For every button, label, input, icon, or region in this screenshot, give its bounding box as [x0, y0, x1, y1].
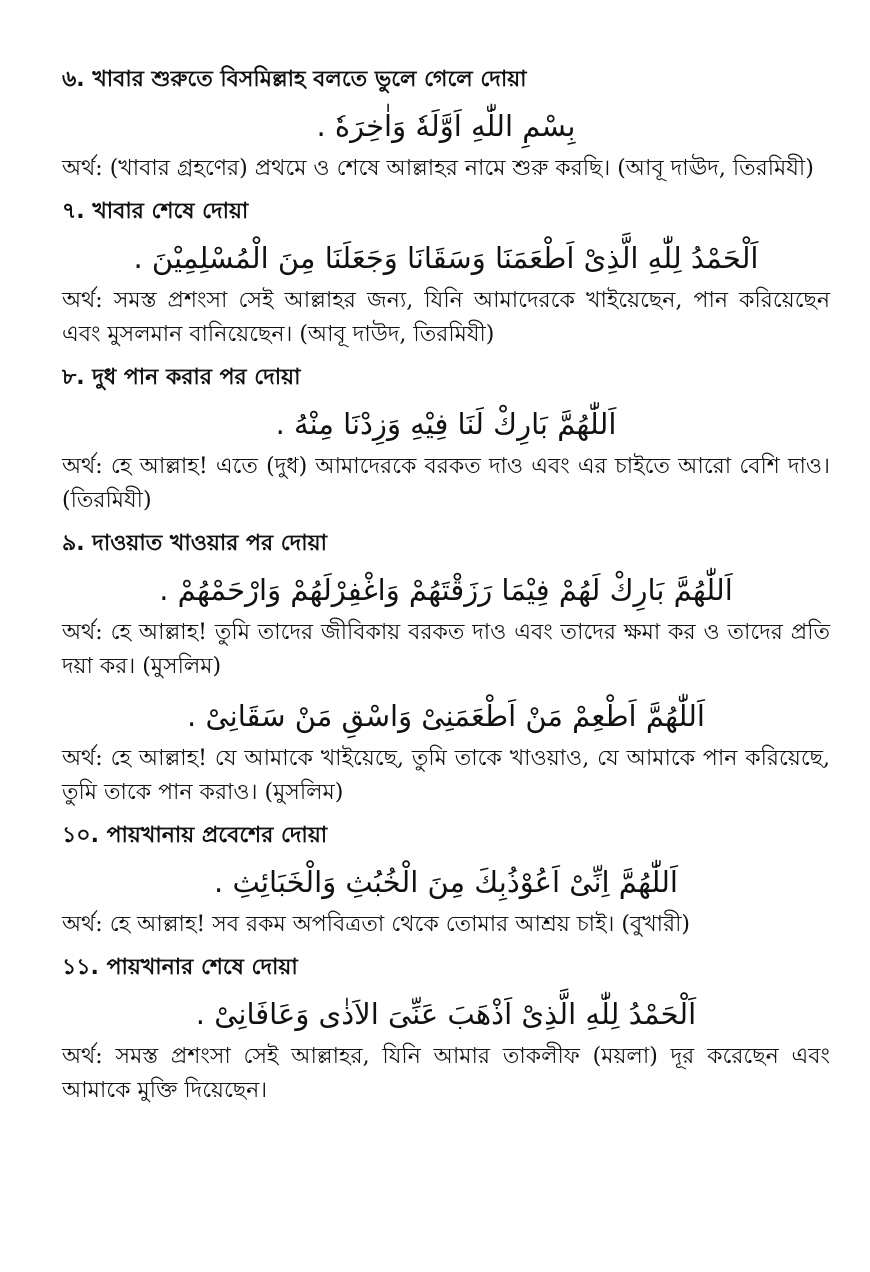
arabic-dua: اَللّٰهُمَّ بَارِكْ لَنَا فِيْهِ وَزِدْنَا مِنْهُ . [275, 407, 617, 441]
dua-meaning: অর্থ: হে আল্লাহ! যে আমাকে খাইয়েছে, তুমি তাকে খাওয়াও, যে আমাকে পান করিয়েছে, তুমি তাকে পান করাও। (মুসলিম) [62, 746, 830, 805]
section-9 [62, 526, 830, 810]
section-heading: ১১. পায়খানার শেষে দোয়া [62, 955, 298, 980]
dua-meaning: অর্থ: হে আল্লাহ! সব রকম অপবিত্রতা থেকে তোমার আশ্রয় চাই। (বুখারী) [62, 912, 691, 937]
dua-meaning: অর্থ: (খাবার গ্রহণের) প্রথমে ও শেষে আল্লাহর নামে শুরু করছি। (আবূ দাঊদ, তিরমিযী) [62, 156, 814, 181]
arabic-dua: بِسْمِ اللّٰهِ اَوَّلَهٗ وَاٰخِرَهٗ . [316, 109, 576, 143]
arabic-dua: اَللّٰهُمَّ بَارِكْ لَهُمْ فِيْمَا رَزَقْتَهُمْ وَاغْفِرْلَهُمْ وَارْحَمْهُمْ . [159, 573, 733, 607]
section-8 [62, 360, 830, 518]
section-heading: ৯. দাওয়াত খাওয়ার পর দোয়া [62, 531, 327, 556]
arabic-dua: اَللّٰهُمَّ اِنِّىْ اَعُوْذُبِكَ مِنَ الْخُبُثِ وَالْخَبَائِثِ . [214, 865, 678, 899]
section-7 [62, 194, 830, 352]
arabic-dua: اَللّٰهُمَّ اَطْعِمْ مَنْ اَطْعَمَنِىْ وَاسْقِ مَنْ سَقَانِىْ . [187, 699, 705, 733]
section-10 [62, 818, 830, 942]
dua-meaning: অর্থ: হে আল্লাহ! তুমি তাদের জীবিকায় বরকত দাও এবং তাদের ক্ষমা কর ও তাদের প্রতি দয়া কর। (মুসলিম) [62, 620, 830, 679]
section-11 [62, 950, 830, 1108]
section-heading: ১০. পায়খানায় প্রবেশের দোয়া [62, 823, 328, 848]
arabic-dua: اَلْحَمْدُ لِلّٰهِ الَّذِىْ اَذْهَبَ عَنِّىَ الاَذٰى وَعَافَانِىْ . [195, 997, 697, 1031]
section-6 [62, 62, 830, 186]
dua-meaning: অর্থ: সমস্ত প্রশংসা সেই আল্লাহর, যিনি আমার তাকলীফ (ময়লা) দূর করেছেন এবং আমাকে মুক্তি দিয়েছেন। [62, 1044, 830, 1103]
dua-meaning: অর্থ: সমস্ত প্রশংসা সেই আল্লাহর জন্য, যিনি আমাদেরকে খাইয়েছেন, পান করিয়েছেন এবং মুসলমান বানিয়েছেন। (আবূ দাউদ, তিরমিযী) [62, 288, 830, 347]
dua-meaning: অর্থ: হে আল্লাহ! এতে (দুধ) আমাদেরকে বরকত দাও এবং এর চাইতে আরো বেশি দাও। (তিরমিযী) [62, 454, 830, 513]
section-heading: ৭. খাবার শেষে দোয়া [62, 199, 249, 224]
section-heading: ৮. দুধ পান করার পর দোয়া [62, 365, 301, 390]
arabic-dua: اَلْحَمْدُ لِلّٰهِ الَّذِىْ اَطْعَمَنَا وَسَقَانَا وَجَعَلَنَا مِنَ الْمُسْلِمِيْنَ . [133, 241, 759, 275]
section-heading: ৬. খাবার শুরুতে বিসমিল্লাহ বলতে ভুলে গেলে দোয়া [62, 67, 527, 92]
